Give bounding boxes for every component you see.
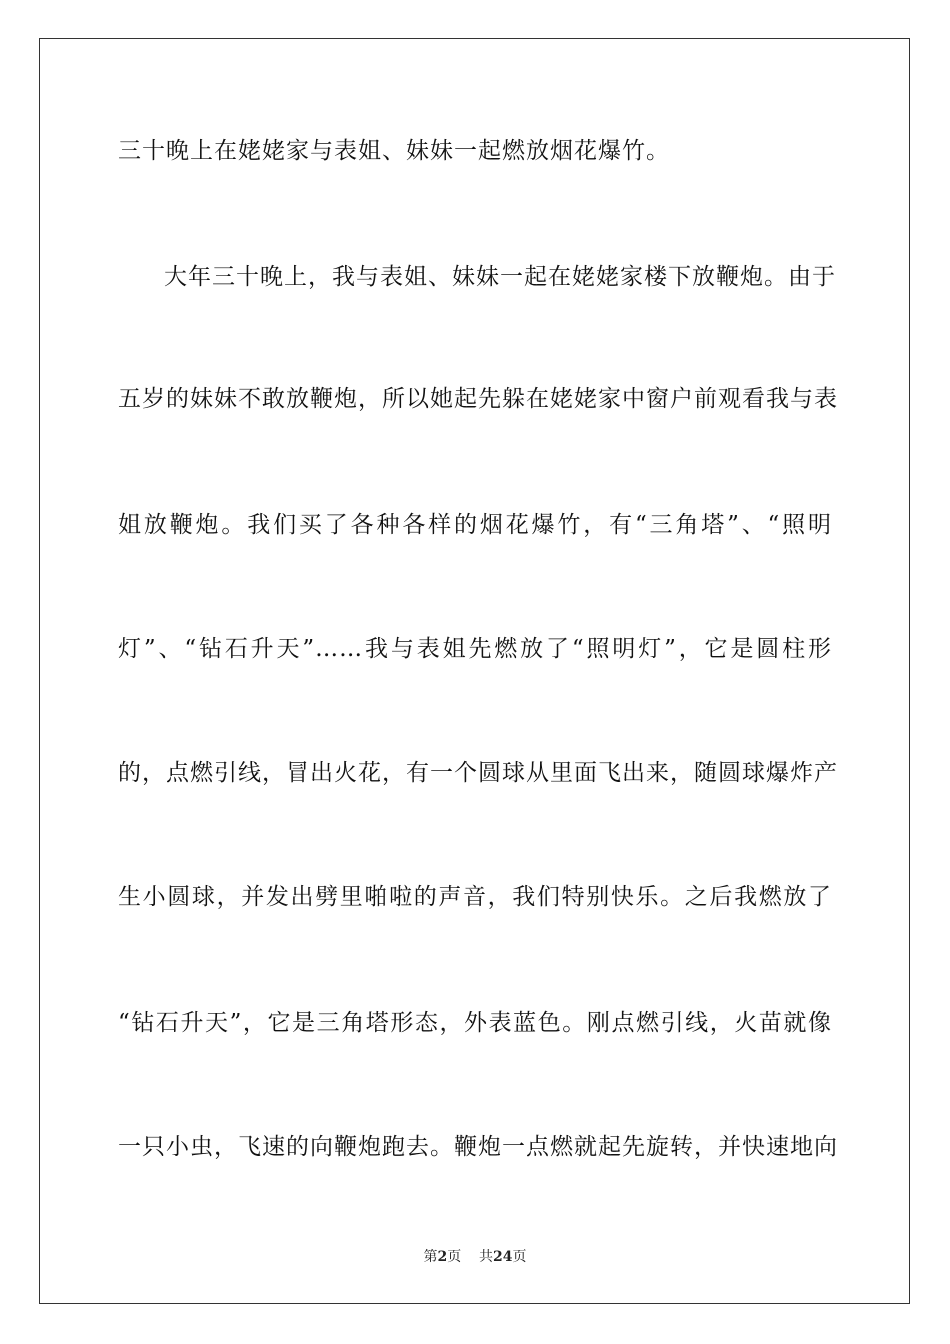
text-line-5: 灯”、“钻石升天”……我与表姐先燃放了“照明灯”，它是圆柱形 (118, 636, 832, 662)
page-prefix: 第 (423, 1249, 438, 1265)
text-line-3: 五岁的妹妹不敢放鞭炮，所以她起先躲在姥姥家中窗户前观看我与表 (118, 386, 838, 412)
text-line-6: 的，点燃引线，冒出火花，有一个圆球从里面飞出来，随圆球爆炸产 (118, 760, 838, 786)
text-line-9: 一只小虫，飞速的向鞭炮跑去。鞭炮一点燃就起先旋转，并快速地向 (118, 1134, 838, 1160)
text-line-4: 姐放鞭炮。我们买了各种各样的烟花爆竹，有“三角塔”、“照明 (118, 512, 832, 538)
total-suffix: 页 (512, 1249, 527, 1265)
page-suffix: 页 (447, 1249, 462, 1265)
text-line-7: 生小圆球，并发出劈里啪啦的声音，我们特别快乐。之后我燃放了 (118, 884, 832, 910)
text-line-2: 大年三十晚上，我与表姐、妹妹一起在姥姥家楼下放鞭炮。由于 (164, 264, 836, 290)
total-pages: 24 (493, 1249, 513, 1265)
text-line-1: 三十晚上在姥姥家与表姐、妹妹一起燃放烟花爆竹。 (118, 138, 670, 164)
total-prefix: 共 (479, 1249, 494, 1265)
page-number: 2 (437, 1249, 448, 1265)
page-border (39, 38, 910, 1304)
page-footer (0, 1248, 950, 1266)
text-line-8: “钻石升天”，它是三角塔形态，外表蓝色。刚点燃引线，火苗就像 (118, 1010, 832, 1036)
